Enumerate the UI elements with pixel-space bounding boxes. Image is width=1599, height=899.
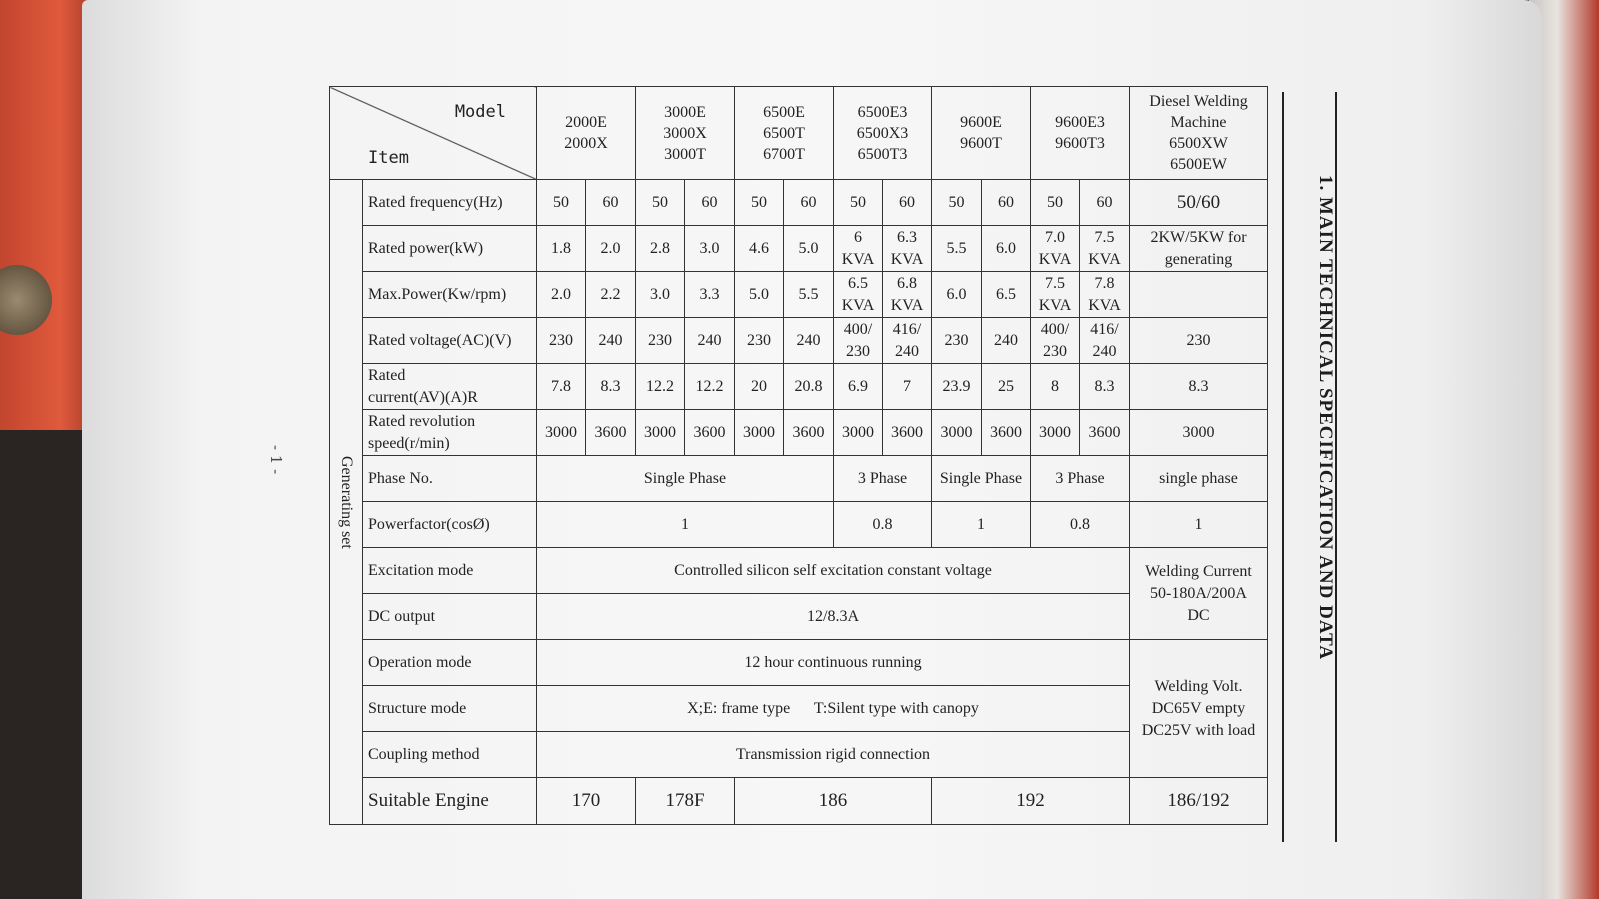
cell: 240 xyxy=(982,318,1031,364)
cell: 230 xyxy=(932,318,982,364)
row-label: Powerfactor(cosØ) xyxy=(363,502,537,548)
cell: 7 xyxy=(883,364,932,410)
cell: 50 xyxy=(735,180,784,226)
cell: 3000 xyxy=(636,410,685,456)
cell xyxy=(1130,272,1268,318)
cell: 60 xyxy=(685,180,735,226)
cell: 2.8 xyxy=(636,226,685,272)
model-column-header: Diesel Welding Machine 6500XW 6500EW xyxy=(1130,87,1268,180)
cell: 5.0 xyxy=(784,226,834,272)
cell: 50 xyxy=(1031,180,1080,226)
row-label: Structure mode xyxy=(363,686,537,732)
row-label: Phase No. xyxy=(363,456,537,502)
generating-set-label: Generating set xyxy=(330,180,363,825)
cell: 60 xyxy=(982,180,1031,226)
row-rated-voltage xyxy=(330,318,1268,364)
welding-volt-cell: Welding Volt. DC65V empty DC25V with load xyxy=(1130,640,1268,778)
cell: 230 xyxy=(735,318,784,364)
cell: 192 xyxy=(932,778,1130,825)
row-rated-current xyxy=(330,364,1268,410)
cell: 6.0 xyxy=(932,272,982,318)
row-label: Coupling method xyxy=(363,732,537,778)
cell: 6.3 KVA xyxy=(883,226,932,272)
cell: 230 xyxy=(1130,318,1268,364)
row-rated-revolution xyxy=(330,410,1268,456)
cell: 3000 xyxy=(735,410,784,456)
row-engine xyxy=(330,778,1268,825)
cell: single phase xyxy=(1130,456,1268,502)
cell: 5.0 xyxy=(735,272,784,318)
cell: 2.2 xyxy=(586,272,636,318)
cell: 60 xyxy=(1080,180,1130,226)
cell: 6.0 xyxy=(982,226,1031,272)
cell: 3000 xyxy=(1130,410,1268,456)
cell: 3600 xyxy=(883,410,932,456)
cell: 416/ 240 xyxy=(1080,318,1130,364)
row-label: Rated revolution speed(r/min) xyxy=(363,410,537,456)
cell: 60 xyxy=(784,180,834,226)
cell: Single Phase xyxy=(537,456,834,502)
cell: 240 xyxy=(784,318,834,364)
header-row xyxy=(330,87,1268,180)
row-rated-power xyxy=(330,226,1268,272)
cell: 400/ 230 xyxy=(834,318,883,364)
row-phase xyxy=(330,456,1268,502)
cell: 170 xyxy=(537,778,636,825)
cell: 25 xyxy=(982,364,1031,410)
cell: 3 Phase xyxy=(1031,456,1130,502)
background-floor xyxy=(0,430,95,899)
row-label: DC output xyxy=(363,594,537,640)
model-column-header: 9600E 9600T xyxy=(932,87,1031,180)
cell: 6.8 KVA xyxy=(883,272,932,318)
cell: 1 xyxy=(537,502,834,548)
cell: 50 xyxy=(834,180,883,226)
cell: 50 xyxy=(537,180,586,226)
cell: 8 xyxy=(1031,364,1080,410)
row-label: Rated frequency(Hz) xyxy=(363,180,537,226)
cell: 6.9 xyxy=(834,364,883,410)
cell: 6.5 KVA xyxy=(834,272,883,318)
cell: 7.5 KVA xyxy=(1080,226,1130,272)
cell: 3600 xyxy=(685,410,735,456)
cell: 6.5 xyxy=(982,272,1031,318)
row-frequency xyxy=(330,180,1268,226)
row-structure xyxy=(330,686,1268,732)
cell: 23.9 xyxy=(932,364,982,410)
model-column-header: 3000E 3000X 3000T xyxy=(636,87,735,180)
cell: 0.8 xyxy=(1031,502,1130,548)
cell: 8.3 xyxy=(586,364,636,410)
row-coupling xyxy=(330,732,1268,778)
cell: 7.5 KVA xyxy=(1031,272,1080,318)
cell: 3000 xyxy=(1031,410,1080,456)
cell: Transmission rigid connection xyxy=(537,732,1130,778)
model-item-header xyxy=(330,87,537,180)
cell: 3.0 xyxy=(636,272,685,318)
cell: 6 KVA xyxy=(834,226,883,272)
cell: 7.0 KVA xyxy=(1031,226,1080,272)
cell: 1.8 xyxy=(537,226,586,272)
cell: 3.3 xyxy=(685,272,735,318)
item-header-label: Item xyxy=(368,148,409,168)
row-label: Suitable Engine xyxy=(363,778,537,825)
cell: 12 hour continuous running xyxy=(537,640,1130,686)
model-header-label: Model xyxy=(454,102,506,122)
model-column-header: 2000E 2000X xyxy=(537,87,636,180)
cell: 60 xyxy=(586,180,636,226)
cell: 3000 xyxy=(834,410,883,456)
cell: 1 xyxy=(1130,502,1268,548)
row-power-factor xyxy=(330,502,1268,548)
cell: 3600 xyxy=(1080,410,1130,456)
row-operation xyxy=(330,640,1268,686)
model-column-header: 6500E3 6500X3 6500T3 xyxy=(834,87,932,180)
cell: 3000 xyxy=(537,410,586,456)
cell: 60 xyxy=(883,180,932,226)
cell: 3 Phase xyxy=(834,456,932,502)
cell: 3600 xyxy=(586,410,636,456)
cell: 3.0 xyxy=(685,226,735,272)
cell: 20 xyxy=(735,364,784,410)
cell: 2KW/5KW for generating xyxy=(1130,226,1268,272)
model-column-header: 9600E3 9600T3 xyxy=(1031,87,1130,180)
cell: 4.6 xyxy=(735,226,784,272)
cell: 5.5 xyxy=(784,272,834,318)
cell: 3600 xyxy=(982,410,1031,456)
cell: 230 xyxy=(537,318,586,364)
cell: 2.0 xyxy=(537,272,586,318)
cell: 186 xyxy=(735,778,932,825)
row-label: Excitation mode xyxy=(363,548,537,594)
welding-current-cell: Welding Current 50-180A/200A DC xyxy=(1130,548,1268,640)
row-dc-output xyxy=(330,594,1268,640)
cell: 12.2 xyxy=(685,364,735,410)
cell: 186/192 xyxy=(1130,778,1268,825)
cell: Single Phase xyxy=(932,456,1031,502)
section-title: 1. MAIN TECHNICAL SPECIFICATION AND DATA xyxy=(1315,175,1336,661)
page-number: - 1 - xyxy=(267,445,285,475)
cell: X;E: frame type T:Silent type with canopy xyxy=(537,686,1130,732)
cell: 20.8 xyxy=(784,364,834,410)
cell: 240 xyxy=(586,318,636,364)
cell: 12.2 xyxy=(636,364,685,410)
cell: 8.3 xyxy=(1080,364,1130,410)
cell: 400/ 230 xyxy=(1031,318,1080,364)
row-label: Rated power(kW) xyxy=(363,226,537,272)
cell: Controlled silicon self excitation constant voltage xyxy=(537,548,1130,594)
row-label: Max.Power(Kw/rpm) xyxy=(363,272,537,318)
cell: 0.8 xyxy=(834,502,932,548)
cell: 230 xyxy=(636,318,685,364)
cell: 240 xyxy=(685,318,735,364)
row-max-power xyxy=(330,272,1268,318)
cell: 2.0 xyxy=(586,226,636,272)
row-label: Rated voltage(AC)(V) xyxy=(363,318,537,364)
cell: 5.5 xyxy=(932,226,982,272)
row-excitation xyxy=(330,548,1268,594)
cell: 3600 xyxy=(784,410,834,456)
cell: 50/60 xyxy=(1130,180,1268,226)
cell: 7.8 KVA xyxy=(1080,272,1130,318)
title-rule-left xyxy=(1282,92,1284,842)
row-label: Operation mode xyxy=(363,640,537,686)
cell: 50 xyxy=(636,180,685,226)
cell: 50 xyxy=(932,180,982,226)
cell: 1 xyxy=(932,502,1031,548)
spec-table xyxy=(329,86,1268,825)
model-column-header: 6500E 6500T 6700T xyxy=(735,87,834,180)
cell: 178F xyxy=(636,778,735,825)
cell: 3000 xyxy=(932,410,982,456)
cell: 8.3 xyxy=(1130,364,1268,410)
cell: 416/ 240 xyxy=(883,318,932,364)
row-label: Rated current(AV)(A)R xyxy=(363,364,537,410)
cell: 7.8 xyxy=(537,364,586,410)
cell: 12/8.3A xyxy=(537,594,1130,640)
